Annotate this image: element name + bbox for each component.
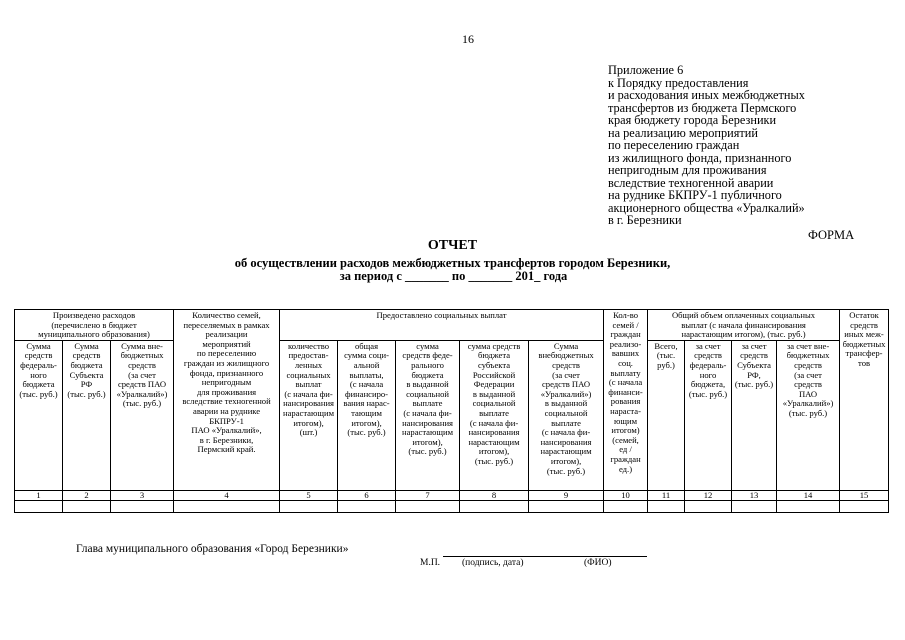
table-cell[interactable] <box>732 501 777 513</box>
table-row <box>15 501 889 513</box>
table-cell[interactable] <box>280 501 338 513</box>
appendix-line: к Порядку предоставления <box>608 75 749 90</box>
header-count: Кол-во семей / граждан реализо- вавших соц. выплату (с начала финанси- рования нараста- ющим итогом) (семей, ед / граждан ед.) <box>604 310 648 491</box>
column-number: 2 <box>63 490 111 501</box>
table-cell[interactable] <box>63 501 111 513</box>
page-number: 16 <box>462 32 474 46</box>
table-cell[interactable] <box>15 501 63 513</box>
column-number: 4 <box>174 490 280 501</box>
column-number: 10 <box>604 490 648 501</box>
appendix-line: из жилищного фонда, признанного <box>608 150 792 165</box>
column-number: 1 <box>15 490 63 501</box>
stamp-label: М.П. <box>420 558 441 568</box>
form-label: ФОРМА <box>808 228 855 242</box>
appendix-line: вследствие техногенной аварии <box>608 175 774 190</box>
subtitle-line-1: об осуществлении расходов межбюджетных трансфертов городом Березники, <box>234 256 671 270</box>
column-number: 5 <box>280 490 338 501</box>
table-cell[interactable] <box>396 501 460 513</box>
appendix-line: Приложение 6 <box>608 63 684 77</box>
header-payments-count: количество предостав- ленных социальных выплат (с начала фи- нансирования нарастающим итогом), (шт.) <box>280 340 338 490</box>
header-payments-subject: сумма средств бюджета субъекта Российской Федерации в выданной социальной выплате (с начала фи- нансирования нарастающим итогом), (тыс. руб.) <box>460 340 529 490</box>
header-extrabudget-sum: Сумма вне- бюджетных средств (за счет средств ПАО «Уралкалий») (тыс. руб.) <box>111 340 174 490</box>
column-number: 11 <box>648 490 685 501</box>
appendix-line: в г. Березники <box>608 213 682 227</box>
column-number: 14 <box>777 490 840 501</box>
header-paid-subject: за счет средств Субъекта РФ, (тыс. руб.) <box>732 340 777 490</box>
table-cell[interactable] <box>648 501 685 513</box>
header-paid-total: Всего, (тыс. руб.) <box>648 340 685 490</box>
header-paid-federal: за счет средств федераль- ного бюджета, (тыс. руб.) <box>685 340 732 490</box>
header-social: Предоставлено социальных выплат <box>280 310 604 341</box>
header-federal-sum: Сумма средств федераль- ного бюджета (тыс. руб.) <box>15 340 63 490</box>
column-number: 9 <box>529 490 604 501</box>
table-cell[interactable] <box>529 501 604 513</box>
column-number: 3 <box>111 490 174 501</box>
header-payments-federal: сумма средств феде- рального бюджета в выданной социальной выплате (с начала фи- нансирования нарастающим итогом), (тыс. руб.) <box>396 340 460 490</box>
document-subtitle <box>0 257 905 283</box>
header-payments-extrabudget: Сумма внебюджетных средств (за счет средств ПАО «Уралкалий») в выданной социальной выплате (с начала фи- нансирования нарастающим итогом), (тыс. руб.) <box>529 340 604 490</box>
subtitle-line-2: за период с _______ по _______ 201_ года <box>339 269 568 283</box>
appendix-line: трансфертов из бюджета Пермского <box>608 100 797 115</box>
header-remainder: Остаток средств иных меж- бюджетных трансфер- тов <box>840 310 889 491</box>
column-number: 6 <box>338 490 396 501</box>
header-paid-extrabudget: за счет вне- бюджетных средств (за счет средств ПАО «Уралкалий») (тыс. руб.) <box>777 340 840 490</box>
appendix-line: и расходования иных межбюджетных <box>608 88 805 102</box>
appendix-line: по переселению граждан <box>608 138 740 152</box>
header-families: Количество семей, переселяемых в рамках реализации мероприятий по переселению граждан из жилищного фонда, признанного непригодным для проживания вследствие техногенной аварии на руднике БКПРУ-1 ПАО «Уралкалий», в г. Березники, Пермский край. <box>174 310 280 491</box>
header-total-paid: Общий объем оплаченных социальных выплат (с начала финансирования нарастающим итогом), (тыс. руб.) <box>648 310 840 341</box>
appendix-line: непригодным для проживания <box>608 163 767 177</box>
signature-position: Глава муниципального образования «Город Березники» <box>76 543 349 555</box>
document-title: ОТЧЕТ <box>427 238 478 253</box>
appendix-block <box>608 64 878 227</box>
signature-hint: (подпись, дата) <box>462 558 524 568</box>
table-cell[interactable] <box>604 501 648 513</box>
header-payments-total: общая сумма соци- альной выплаты, (с начала финансиро- вания нарас- тающим итогом), (тыс. руб.) <box>338 340 396 490</box>
report-table <box>14 309 889 513</box>
table-cell[interactable] <box>685 501 732 513</box>
table-cell[interactable] <box>174 501 280 513</box>
appendix-line: на реализацию мероприятий <box>608 125 758 140</box>
table-cell[interactable] <box>338 501 396 513</box>
appendix-line: на руднике БКПРУ-1 публичного <box>608 188 782 202</box>
header-subject-sum: Сумма средств бюджета Субъекта РФ (тыс. руб.) <box>63 340 111 490</box>
column-number: 15 <box>840 490 889 501</box>
header-produced: Произведено расходов (перечислено в бюджет муниципального образования) <box>15 310 174 341</box>
table-cell[interactable] <box>777 501 840 513</box>
table-cell[interactable] <box>111 501 174 513</box>
appendix-line: края бюджету города Березники <box>608 113 777 127</box>
appendix-line: акционерного общества «Уралкалий» <box>608 200 805 215</box>
column-number: 7 <box>396 490 460 501</box>
table-cell[interactable] <box>840 501 889 513</box>
column-number: 13 <box>732 490 777 501</box>
column-number: 8 <box>460 490 529 501</box>
fio-hint: (ФИО) <box>584 558 612 568</box>
signature-line[interactable] <box>443 556 647 557</box>
table-cell[interactable] <box>460 501 529 513</box>
column-number: 12 <box>685 490 732 501</box>
